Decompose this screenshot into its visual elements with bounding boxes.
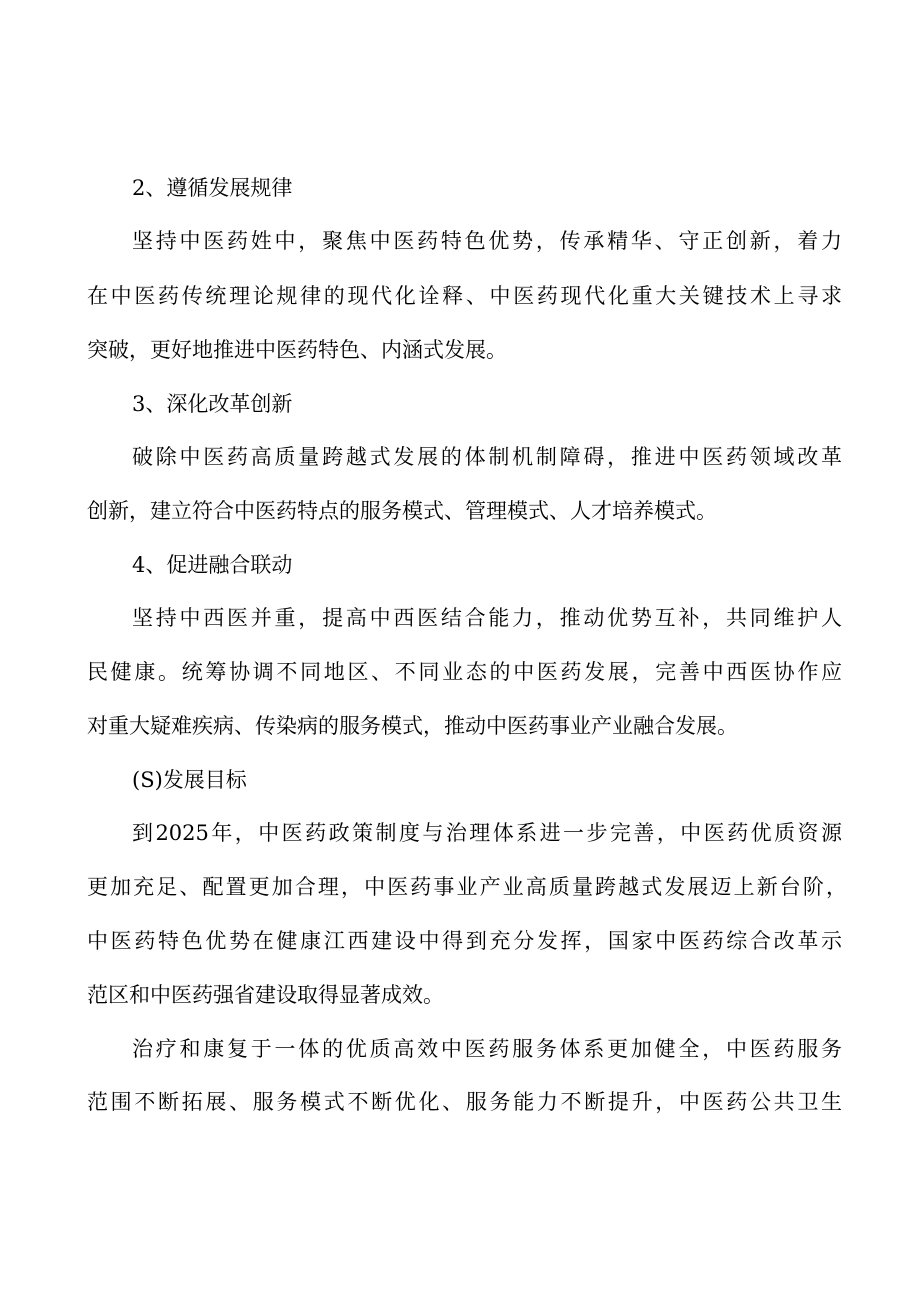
section-heading: (S)发展目标 bbox=[132, 768, 247, 792]
paragraph-line: 在中医药传统理论规律的现代化诠释、中医药现代化重大关键技术上寻求 bbox=[87, 284, 842, 308]
paragraph-line: 更加充足、配置更加合理，中医药事业产业高质量跨越式发展迈上新台阶， bbox=[87, 875, 847, 899]
paragraph-line: 治疗和康复于一体的优质高效中医药服务体系更加健全，中医药服务 bbox=[132, 1037, 842, 1061]
paragraph-line: 中医药特色优势在健康江西建设中得到充分发挥，国家中医药综合改革示 bbox=[87, 929, 842, 953]
paragraph-line: 范区和中医药强省建设取得显著成效。 bbox=[87, 983, 444, 1007]
paragraph-line: 坚持中医药姓中，聚焦中医药特色优势，传承精华、守正创新，着力 bbox=[132, 229, 842, 253]
section-heading: 3、深化改革创新 bbox=[132, 392, 293, 416]
section-heading: 4、促进融合联动 bbox=[132, 553, 293, 577]
paragraph-line: 到2025年，中医药政策制度与治理体系进一步完善，中医药优质资源 bbox=[132, 821, 842, 845]
paragraph-line: 范围不断拓展、服务模式不断优化、服务能力不断提升，中医药公共卫生 bbox=[87, 1090, 842, 1114]
paragraph-line: 对重大疑难疾病、传染病的服务模式，推动中医药事业产业融合发展。 bbox=[87, 714, 738, 738]
paragraph-line: 民健康。统筹协调不同地区、不同业态的中医药发展，完善中西医协作应 bbox=[87, 660, 842, 684]
paragraph-line: 突破，更好地推进中医药特色、内涵式发展。 bbox=[87, 338, 507, 362]
paragraph-line: 坚持中西医并重，提高中西医结合能力，推动优势互补，共同维护人 bbox=[132, 606, 842, 630]
paragraph-line: 创新，建立符合中医药特点的服务模式、管理模式、人才培养模式。 bbox=[87, 499, 717, 523]
section-heading: 2、遵循发展规律 bbox=[132, 176, 293, 200]
paragraph-line: 破除中医药高质量跨越式发展的体制机制障碍，推进中医药领域改革 bbox=[132, 445, 842, 469]
